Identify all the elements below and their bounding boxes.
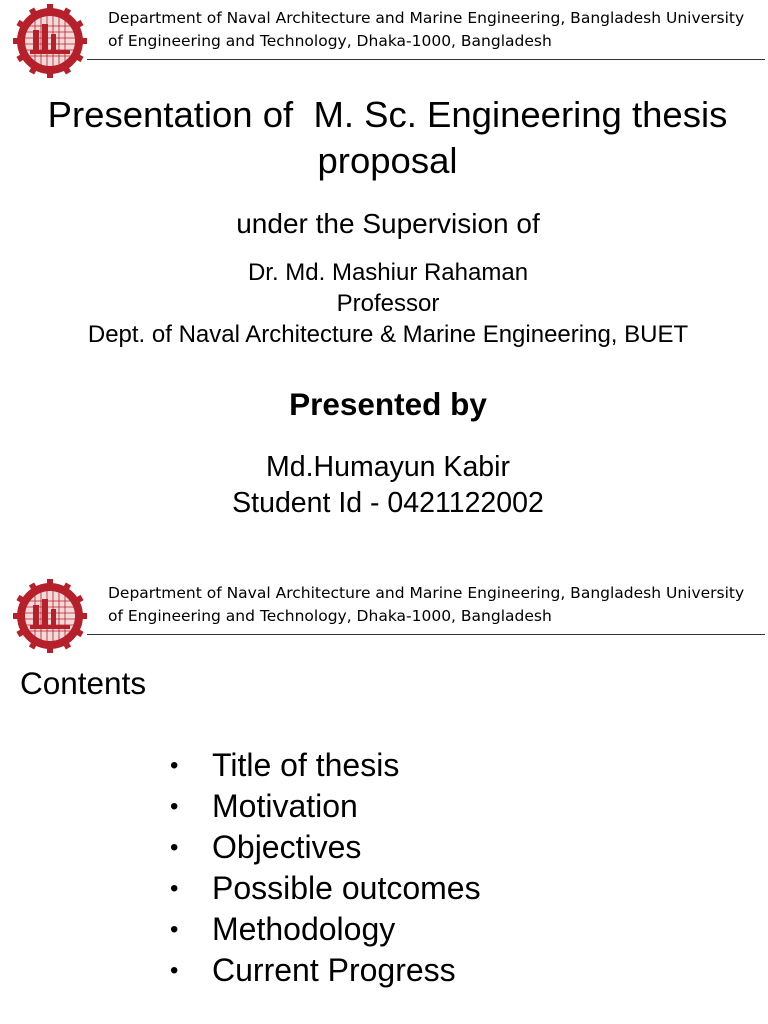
supervisor-title: Professor (336, 290, 440, 317)
supervisor-name: Dr. Md. Mashiur Rahaman (247, 259, 529, 286)
student-id: Student Id - 0421122002 (232, 487, 544, 519)
presenter-info (0, 449, 768, 521)
department-header (108, 582, 758, 628)
list-item-label: Motivation (212, 788, 358, 824)
supervision-label: under the Supervision of (236, 208, 540, 239)
bullet-icon: • (170, 875, 179, 902)
bullet-icon: • (170, 916, 179, 943)
department-line-2: of Engineering and Technology, Dhaka-1000, Bangladesh (108, 32, 552, 50)
header-divider (87, 59, 765, 60)
supervisor-info (0, 257, 768, 350)
buet-crest-icon (13, 579, 87, 653)
presented-by-heading: Presented by (289, 386, 487, 422)
list-item-label: Possible outcomes (212, 870, 481, 906)
presentation-title (10, 92, 765, 184)
header-divider (87, 634, 765, 635)
bullet-icon: • (170, 793, 179, 820)
department-line-1: Department of Naval Architecture and Marine Engineering, Bangladesh University (108, 584, 745, 602)
presenter-name: Md.Humayun Kabir (266, 451, 510, 483)
title-line-2: proposal (317, 140, 458, 181)
buet-crest-icon (13, 4, 87, 78)
department-line-1: Department of Naval Architecture and Marine Engineering, Bangladesh University (108, 9, 745, 27)
list-item-label: Objectives (212, 829, 362, 865)
slide-contents (0, 575, 768, 1024)
department-line-2: of Engineering and Technology, Dhaka-1000, Bangladesh (108, 607, 552, 625)
list-item-label: Current Progress (212, 952, 456, 988)
list-item-label: Title of thesis (212, 747, 400, 783)
title-line-1: Presentation of M. Sc. Engineering thesis (47, 94, 728, 135)
bullet-icon: • (170, 834, 179, 861)
list-item-label: Methodology (212, 911, 396, 947)
contents-heading: Contents (20, 665, 147, 701)
bullet-icon: • (170, 752, 179, 779)
bullet-icon: • (170, 957, 179, 984)
department-header (108, 7, 758, 53)
supervisor-department: Dept. of Naval Architecture & Marine Engineering, BUET (87, 321, 689, 348)
